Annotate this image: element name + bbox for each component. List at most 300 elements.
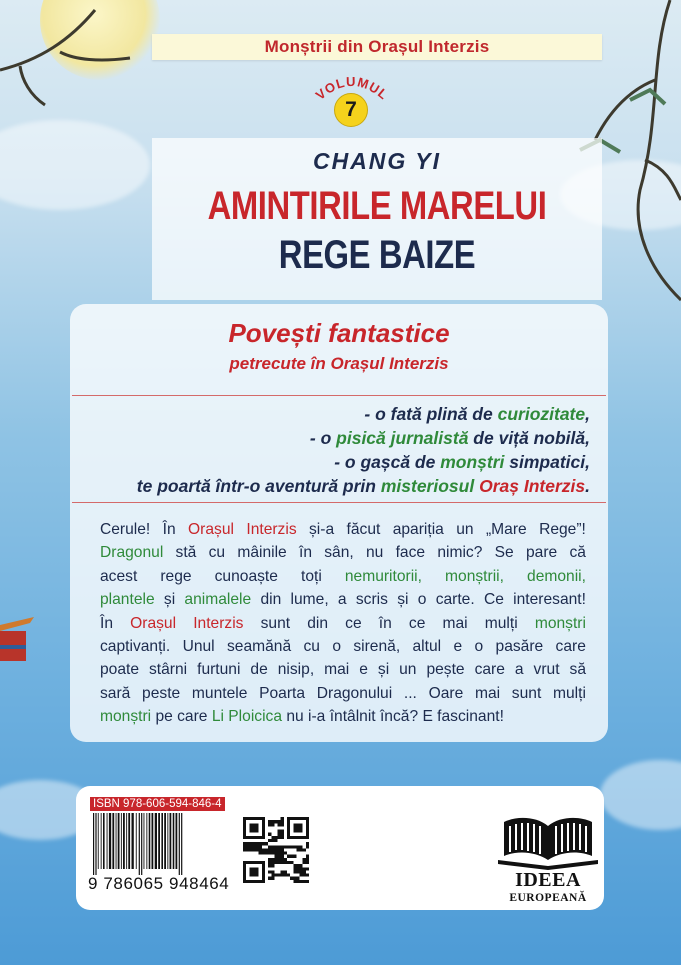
qr-module: [300, 845, 303, 848]
qr-module: [259, 845, 262, 848]
qr-module: [287, 817, 290, 820]
qr-module: [249, 826, 252, 829]
qr-module: [243, 830, 246, 833]
divider: [72, 395, 606, 396]
blurb-subtitle: Povești fantastice: [228, 318, 450, 348]
qr-module: [287, 830, 290, 833]
qr-module: [252, 874, 255, 877]
qr-module: [281, 855, 284, 858]
qr-module: [303, 848, 306, 851]
qr-module: [268, 861, 271, 864]
qr-module: [284, 861, 287, 864]
bullet-line: - o fată plină de curiozitate,: [364, 404, 590, 424]
qr-module: [293, 826, 296, 829]
book-logo-icon: [496, 812, 600, 872]
qr-module: [246, 880, 249, 883]
qr-module: [287, 826, 290, 829]
description-line: poate stârni furtuni de nisip, mai e și un pește care a vrut să: [100, 661, 586, 679]
qr-module: [256, 842, 259, 845]
qr-module: [268, 877, 271, 880]
qr-module: [274, 858, 277, 861]
qr-module: [290, 877, 293, 880]
qr-module: [243, 842, 246, 845]
qr-module: [278, 848, 281, 851]
qr-module: [246, 848, 249, 851]
qr-module: [300, 880, 303, 883]
qr-module: [281, 833, 284, 836]
barcode-bar: [155, 813, 157, 869]
qr-module: [256, 845, 259, 848]
qr-module: [300, 826, 303, 829]
qr-module: [278, 852, 281, 855]
publisher-name: IDEEA: [515, 869, 581, 891]
qr-module: [259, 836, 262, 839]
qr-module: [243, 845, 246, 848]
qr-module: [287, 836, 290, 839]
divider: [72, 502, 606, 503]
qr-module: [262, 874, 265, 877]
qr-module: [271, 877, 274, 880]
qr-module: [249, 874, 252, 877]
series-title: Monștrii din Orașul Interzis: [264, 37, 490, 56]
qr-module: [243, 848, 246, 851]
qr-module: [278, 845, 281, 848]
qr-module: [306, 820, 309, 823]
barcode-bar: [164, 813, 166, 869]
qr-module: [290, 845, 293, 848]
qr-module: [271, 858, 274, 861]
qr-module: [306, 833, 309, 836]
qr-module: [262, 820, 265, 823]
description-text: [100, 518, 586, 729]
qr-module: [296, 836, 299, 839]
pagoda-roof-illustration: [0, 605, 40, 685]
qr-module: [281, 823, 284, 826]
qr-module: [306, 855, 309, 858]
qr-module: [293, 870, 296, 873]
barcode-bar: [109, 813, 111, 869]
qr-module: [268, 823, 271, 826]
qr-module: [259, 817, 262, 820]
qr-module: [281, 820, 284, 823]
qr-module: [256, 836, 259, 839]
qr-module: [303, 867, 306, 870]
qr-module: [284, 870, 287, 873]
qr-module: [293, 836, 296, 839]
qr-module: [290, 861, 293, 864]
qr-code: [243, 817, 309, 883]
qr-module: [306, 861, 309, 864]
qr-module: [262, 877, 265, 880]
qr-module: [278, 855, 281, 858]
qr-module: [265, 848, 268, 851]
qr-module: [306, 830, 309, 833]
qr-module: [303, 817, 306, 820]
qr-module: [262, 836, 265, 839]
qr-module: [287, 861, 290, 864]
qr-module: [262, 823, 265, 826]
qr-module: [300, 823, 303, 826]
qr-module: [268, 848, 271, 851]
qr-module: [249, 861, 252, 864]
qr-module: [306, 858, 309, 861]
barcode-digits: 9 786065 948464: [88, 874, 230, 893]
qr-module: [306, 823, 309, 826]
qr-module: [243, 820, 246, 823]
qr-module: [262, 852, 265, 855]
barcode-bar: [98, 813, 99, 869]
qr-module: [265, 852, 268, 855]
qr-module: [284, 845, 287, 848]
qr-module: [259, 852, 262, 855]
barcode-bar: [170, 813, 172, 869]
qr-module: [249, 867, 252, 870]
qr-module: [306, 867, 309, 870]
qr-module: [243, 874, 246, 877]
qr-module: [256, 880, 259, 883]
qr-module: [243, 826, 246, 829]
qr-module: [303, 874, 306, 877]
qr-module: [287, 855, 290, 858]
barcode-bar: [139, 813, 140, 875]
svg-text:VOLUMUL: VOLUMUL: [312, 73, 392, 103]
qr-module: [287, 874, 290, 877]
qr-module: [262, 833, 265, 836]
qr-module: [271, 839, 274, 842]
isbn-label: ISBN 978-606-594-846-4: [90, 797, 225, 811]
qr-module: [306, 845, 309, 848]
barcode-bar: [126, 813, 127, 869]
barcode-bar: [136, 813, 137, 869]
background-cloud: [600, 760, 681, 830]
qr-module: [300, 864, 303, 867]
qr-module: [252, 817, 255, 820]
qr-module: [296, 817, 299, 820]
qr-module: [243, 823, 246, 826]
qr-module: [243, 864, 246, 867]
book-title-line2: REGE BAIZE: [278, 233, 476, 277]
qr-module: [293, 867, 296, 870]
qr-module: [256, 848, 259, 851]
qr-module: [259, 880, 262, 883]
tree-branch-illustration: [0, 0, 160, 110]
barcode-bar: [101, 813, 102, 869]
qr-module: [274, 820, 277, 823]
qr-module: [296, 848, 299, 851]
qr-module: [278, 858, 281, 861]
qr-module: [303, 858, 306, 861]
qr-module: [268, 858, 271, 861]
description-line: captivanți. Unul seamănă cu o sirenă, altul e o pasăre care: [100, 638, 586, 656]
qr-module: [306, 817, 309, 820]
barcode-bar: [141, 813, 142, 875]
qr-module: [287, 833, 290, 836]
qr-module: [303, 836, 306, 839]
qr-module: [284, 852, 287, 855]
book-title-line1: AMINTIRILE MARELUI: [207, 184, 547, 228]
qr-module: [287, 823, 290, 826]
qr-module: [281, 852, 284, 855]
qr-module: [306, 880, 309, 883]
qr-module: [293, 845, 296, 848]
barcode-bar: [132, 813, 134, 869]
barcode-bar: [128, 813, 130, 869]
qr-module: [262, 848, 265, 851]
qr-module: [296, 877, 299, 880]
qr-module: [296, 826, 299, 829]
qr-module: [306, 842, 309, 845]
qr-module: [252, 880, 255, 883]
qr-module: [268, 864, 271, 867]
barcode-bar: [176, 813, 178, 869]
description-line: sară peste muntele Poarta Dragonului ... Oare mai sunt mulți: [100, 684, 586, 702]
qr-module: [287, 820, 290, 823]
barcode-bar: [146, 813, 147, 869]
barcode-bar: [152, 813, 154, 869]
barcode-bar: [107, 813, 108, 869]
qr-module: [252, 870, 255, 873]
qr-module: [262, 864, 265, 867]
qr-module: [246, 836, 249, 839]
qr-module: [293, 855, 296, 858]
qr-module: [271, 836, 274, 839]
qr-module: [259, 861, 262, 864]
qr-module: [281, 830, 284, 833]
qr-module: [249, 823, 252, 826]
qr-module: [271, 820, 274, 823]
qr-module: [262, 817, 265, 820]
qr-module: [271, 861, 274, 864]
series-band: [152, 34, 602, 60]
qr-module: [262, 830, 265, 833]
blurb-panel: [70, 304, 608, 742]
qr-module: [271, 870, 274, 873]
qr-module: [256, 823, 259, 826]
qr-module: [303, 880, 306, 883]
qr-module: [252, 823, 255, 826]
qr-module: [252, 826, 255, 829]
bullet-line: - o pisică jurnalistă de viță nobilă,: [309, 428, 590, 448]
qr-module: [256, 817, 259, 820]
qr-module: [246, 861, 249, 864]
qr-module: [284, 874, 287, 877]
barcode-bar: [103, 813, 105, 869]
qr-module: [262, 861, 265, 864]
blurb-subtitle-secondary: petrecute în Orașul Interzis: [229, 354, 449, 373]
qr-module: [300, 817, 303, 820]
qr-module: [296, 870, 299, 873]
qr-module: [246, 845, 249, 848]
qr-module: [306, 826, 309, 829]
qr-module: [271, 845, 274, 848]
barcode-bar: [118, 813, 120, 869]
description-line: plantele și animalele din lume, a scris și o carte. Ce interesant!: [100, 591, 586, 609]
qr-module: [249, 870, 252, 873]
qr-module: [306, 874, 309, 877]
qr-module: [296, 845, 299, 848]
bullet-line: - o gașcă de monștri simpatici,: [334, 452, 590, 472]
qr-module: [243, 880, 246, 883]
qr-module: [281, 848, 284, 851]
qr-module: [271, 874, 274, 877]
qr-module: [256, 861, 259, 864]
qr-module: [256, 870, 259, 873]
qr-module: [252, 867, 255, 870]
qr-module: [281, 817, 284, 820]
qr-module: [296, 867, 299, 870]
qr-module: [284, 858, 287, 861]
barcode-bar: [121, 813, 122, 869]
qr-module: [256, 867, 259, 870]
title-panel: [152, 138, 602, 300]
author-name: CHANG YI: [312, 148, 442, 174]
qr-module: [243, 836, 246, 839]
qr-module: [293, 880, 296, 883]
barcode-bar: [149, 813, 151, 869]
qr-module: [249, 830, 252, 833]
qr-module: [300, 874, 303, 877]
qr-module: [256, 874, 259, 877]
qr-module: [252, 845, 255, 848]
qr-module: [300, 836, 303, 839]
publisher-subtitle: EUROPEANĂ: [509, 892, 587, 904]
qr-module: [262, 842, 265, 845]
qr-module: [268, 852, 271, 855]
qr-module: [249, 817, 252, 820]
barcode-bar: [95, 813, 96, 875]
barcode-bar: [93, 813, 94, 875]
qr-module: [243, 833, 246, 836]
qr-module: [249, 836, 252, 839]
qr-module: [281, 858, 284, 861]
qr-module: [278, 830, 281, 833]
barcode-bar: [158, 813, 160, 869]
qr-module: [262, 870, 265, 873]
qr-module: [243, 867, 246, 870]
qr-module: [268, 870, 271, 873]
description-line: În Orașul Interzis sunt din ce în ce mai mulți monștri: [100, 614, 586, 632]
qr-module: [252, 836, 255, 839]
qr-module: [274, 845, 277, 848]
qr-module: [268, 833, 271, 836]
qr-module: [252, 861, 255, 864]
barcode-bar: [167, 813, 168, 869]
qr-module: [262, 867, 265, 870]
qr-module: [281, 836, 284, 839]
qr-module: [268, 845, 271, 848]
qr-module: [259, 842, 262, 845]
qr-module: [303, 861, 306, 864]
qr-module: [274, 861, 277, 864]
qr-module: [271, 864, 274, 867]
barcode-bar: [161, 813, 163, 869]
description-line: monștri pe care Li Ploicica nu i-a întâlnit încă? E fascinant!: [100, 708, 504, 726]
qr-module: [265, 842, 268, 845]
qr-module: [274, 852, 277, 855]
description-line: Dragonul stă cu mâinile în sân, nu face nimic? Se pare că: [100, 544, 586, 562]
qr-module: [249, 880, 252, 883]
qr-module: [268, 839, 271, 842]
qr-module: [246, 817, 249, 820]
qr-module: [274, 839, 277, 842]
qr-module: [290, 855, 293, 858]
volume-number-badge: 7: [334, 93, 368, 127]
description-line: acest rege cunoaște toți nemuritorii, monștrii, demonii,: [100, 567, 586, 585]
qr-module: [290, 836, 293, 839]
qr-module: [271, 823, 274, 826]
barcode-bar: [173, 813, 175, 869]
qr-module: [278, 823, 281, 826]
barcode-bar: [179, 813, 180, 875]
qr-module: [274, 855, 277, 858]
qr-module: [256, 826, 259, 829]
bullet-line: te poartă într-o aventură prin misteriosul Oraș Interzis.: [136, 476, 590, 496]
qr-module: [252, 842, 255, 845]
qr-module: [249, 845, 252, 848]
qr-module: [249, 848, 252, 851]
qr-module: [278, 874, 281, 877]
feature-bullets: [70, 402, 590, 498]
barcode: [91, 813, 233, 875]
barcode-bar: [144, 813, 145, 869]
qr-module: [278, 820, 281, 823]
qr-module: [300, 867, 303, 870]
qr-module: [293, 864, 296, 867]
qr-module: [281, 870, 284, 873]
qr-module: [259, 848, 262, 851]
qr-module: [274, 874, 277, 877]
qr-module: [271, 848, 274, 851]
qr-module: [268, 820, 271, 823]
qr-module: [243, 817, 246, 820]
qr-module: [256, 830, 259, 833]
qr-module: [281, 861, 284, 864]
qr-module: [274, 836, 277, 839]
qr-module: [296, 830, 299, 833]
qr-module: [293, 823, 296, 826]
qr-module: [278, 836, 281, 839]
qr-module: [262, 880, 265, 883]
qr-module: [293, 830, 296, 833]
barcode-bar: [116, 813, 117, 869]
qr-module: [300, 848, 303, 851]
barcode-bar: [123, 813, 125, 869]
qr-module: [252, 830, 255, 833]
qr-module: [303, 870, 306, 873]
qr-module: [296, 823, 299, 826]
qr-module: [287, 845, 290, 848]
qr-module: [262, 826, 265, 829]
qr-module: [293, 817, 296, 820]
qr-module: [281, 845, 284, 848]
qr-module: [249, 842, 252, 845]
qr-module: [278, 861, 281, 864]
qr-module: [271, 852, 274, 855]
qr-module: [306, 836, 309, 839]
barcode-bar: [112, 813, 114, 869]
background-cloud: [0, 120, 150, 210]
qr-module: [243, 870, 246, 873]
qr-module: [246, 842, 249, 845]
qr-module: [296, 880, 299, 883]
qr-module: [296, 864, 299, 867]
qr-module: [278, 833, 281, 836]
qr-module: [300, 870, 303, 873]
description-line: Cerule! În Orașul Interzis și-a făcut apariția un „Mare Rege”!: [100, 521, 586, 538]
qr-module: [243, 861, 246, 864]
qr-module: [281, 874, 284, 877]
qr-module: [300, 830, 303, 833]
